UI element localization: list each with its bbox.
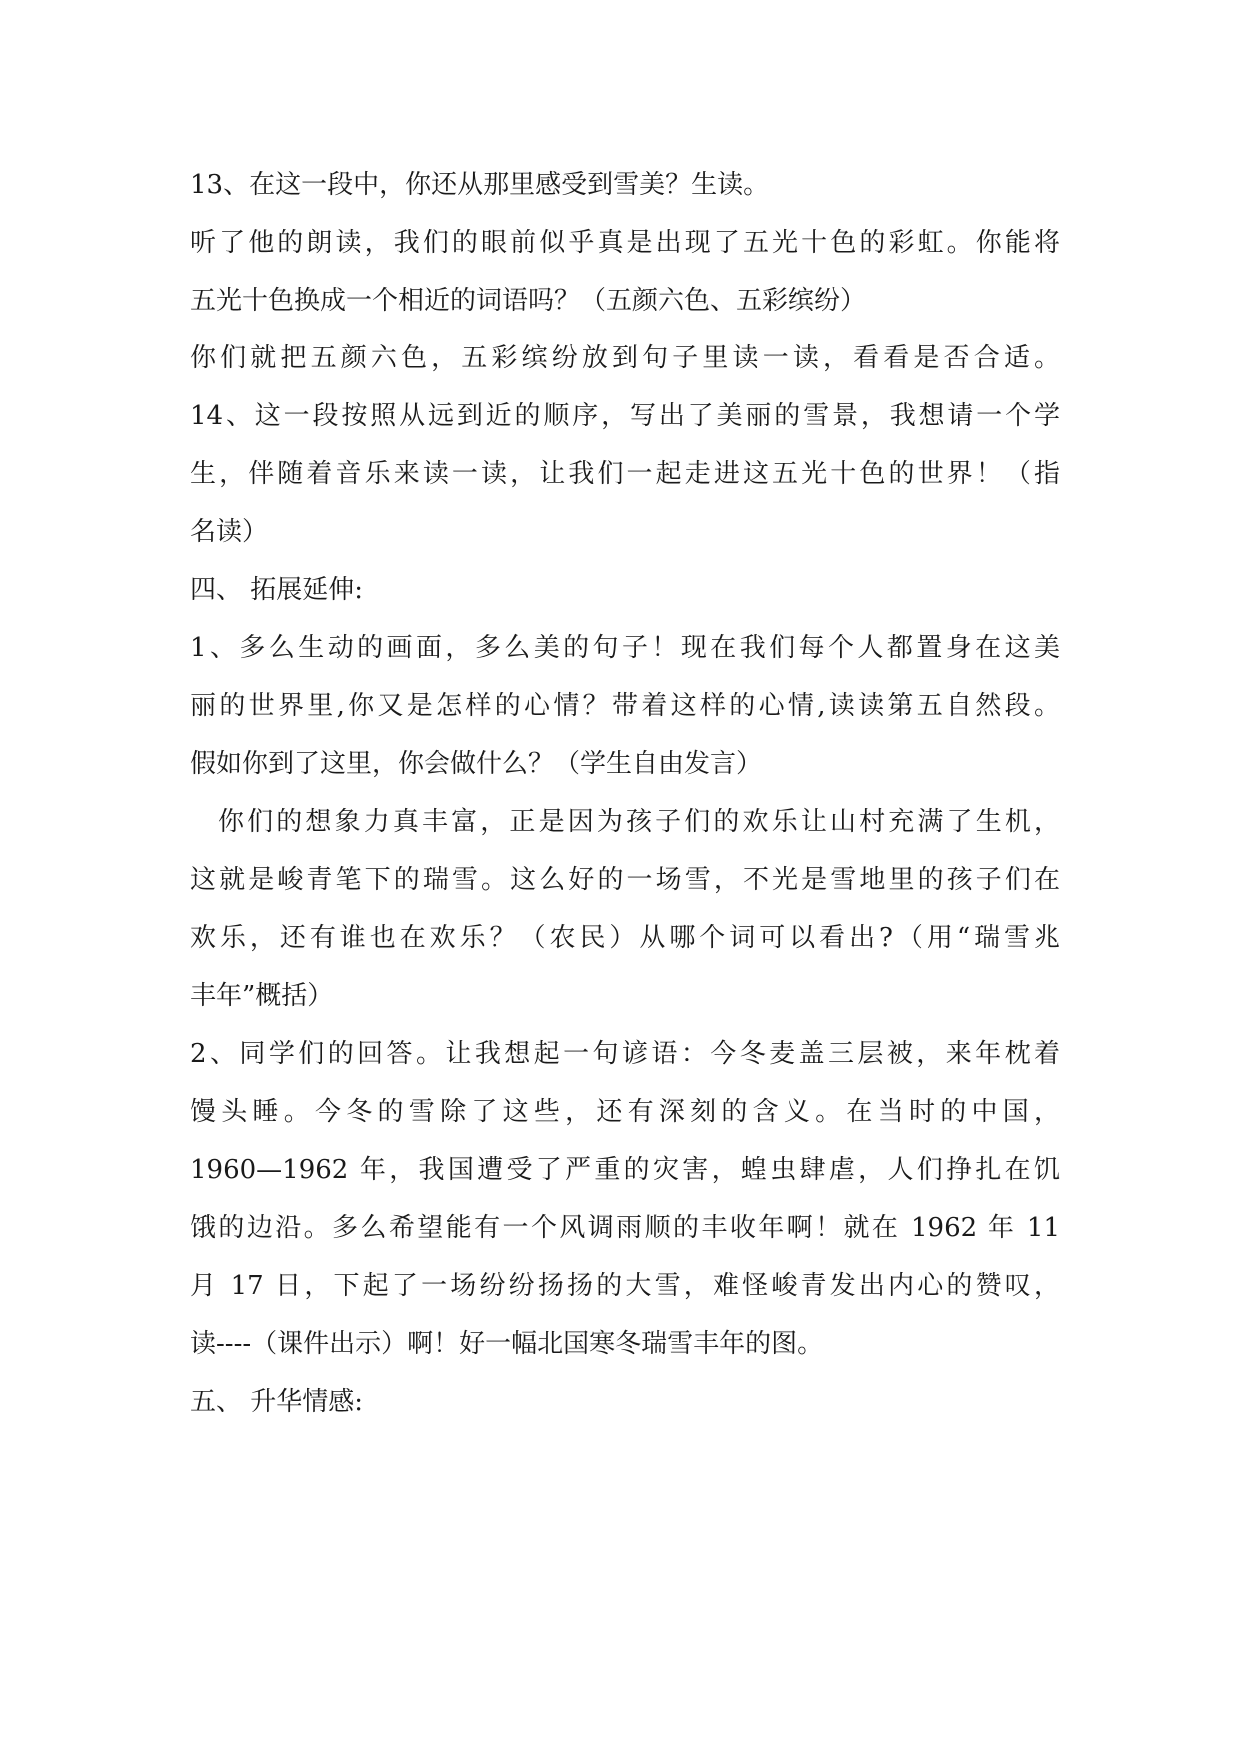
text-line: 馒头睡。今冬的雪除了这些，还有深刻的含义。在当时的中国， [190,1097,1060,1127]
text-line: 1960—1962 年，我国遭受了严重的灾害，蝗虫肆虐，人们挣扎在饥 [190,1155,1060,1185]
text-line: 月 17 日，下起了一场纷纷扬扬的大雪，难怪峻青发出内心的赞叹， [190,1271,1060,1301]
text-line: 五光十色换成一个相近的词语吗？（五颜六色、五彩缤纷） [190,286,867,316]
text-line: 丰年”概括） [190,981,334,1011]
text-line: 14、这一段按照从远到近的顺序，写出了美丽的雪景，我想请一个学 [190,401,1060,431]
text-line: 你们的想象力真丰富，正是因为孩子们的欢乐让山村充满了生机， [218,807,1060,837]
text-line: 名读） [190,517,269,547]
text-line: 欢乐，还有谁也在欢乐？（农民）从哪个词可以看出?（用“瑞雪兆 [190,923,1060,953]
text-line: 丽的世界里,你又是怎样的心情？带着这样的心情,读读第五自然段。 [190,691,1060,721]
text-line: 这就是峻青笔下的瑞雪。这么好的一场雪，不光是雪地里的孩子们在 [190,865,1060,895]
text-line: 1、多么生动的画面，多么美的句子！现在我们每个人都置身在这美 [190,633,1060,663]
text-line: 生，伴随着音乐来读一读，让我们一起走进这五光十色的世界！（指 [190,459,1060,489]
text-line: 2、同学们的回答。让我想起一句谚语：今冬麦盖三层被，来年枕着 [190,1039,1060,1069]
section-heading: 五、 升华情感: [190,1387,364,1417]
text-line: 13、在这一段中，你还从那里感受到雪美？生读。 [190,170,770,200]
text-line: 听了他的朗读，我们的眼前似乎真是出现了五光十色的彩虹。你能将 [190,228,1060,258]
text-line: 饿的边沿。多么希望能有一个风调雨顺的丰收年啊！就在 1962 年 11 [190,1213,1060,1243]
text-line: 读----（课件出示）啊！好一幅北国寒冬瑞雪丰年的图。 [190,1329,824,1359]
section-heading: 四、 拓展延伸: [190,575,364,605]
text-line: 你们就把五颜六色，五彩缤纷放到句子里读一读，看看是否合适。 [190,343,1060,373]
text-line: 假如你到了这里，你会做什么？（学生自由发言） [190,749,763,779]
